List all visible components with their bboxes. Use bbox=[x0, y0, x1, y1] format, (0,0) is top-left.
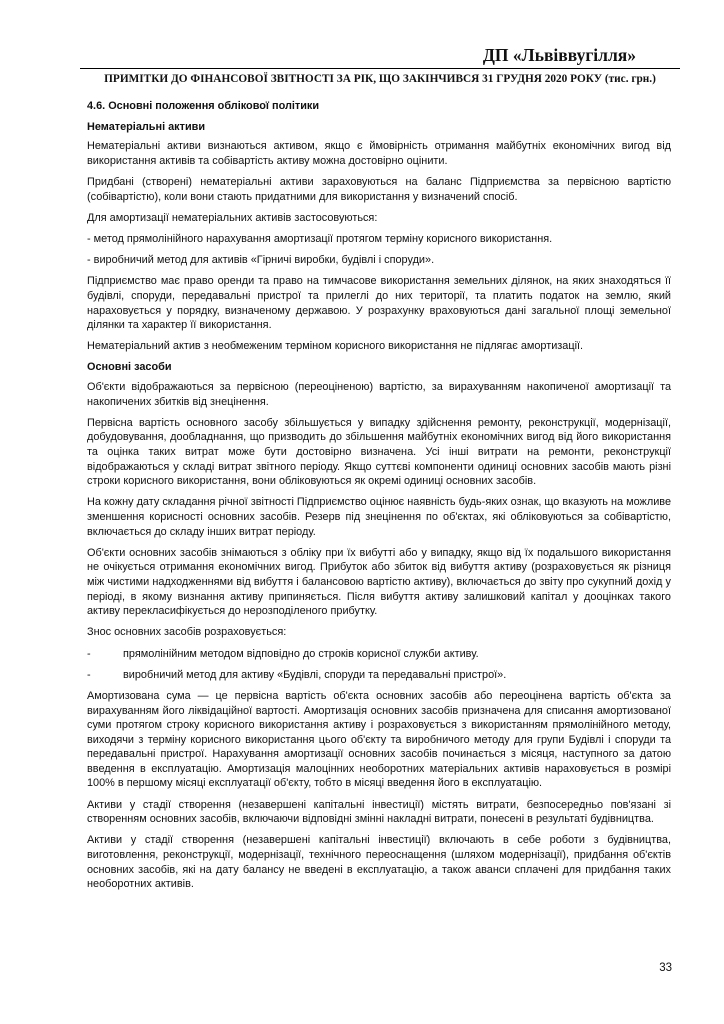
paragraph: На кожну дату складання річної звітності Підприємство оцінює наявність будь-яких ознак, що вказують на можливе зменшення корисності основних засобів. Резерв під знецінення по об'єктах, які обліковуються за собівартістю, включається до складу інших витрат періоду. bbox=[87, 496, 671, 538]
paragraph: Об'єкти основних засобів знімаються з обліку при їх вибутті або у випадку, якщо від їх подальшого використання не очікується отримання економічних вигод. Прибуток або збиток від вибуття активу (розраховується як різниця між чистими надходженнями від вибуття і балансовою вартістю активу), включається до звіту про сукупний дохід у періоді, в якому визнання активу припиняється. Після вибуття активу залишковий капітал у дооцінках такого активу перекласифікується до нерозподіленого прибутку. bbox=[87, 546, 671, 618]
paragraph: Об'єкти відображаються за первісною (переоціненою) вартістю, за вирахуванням накопиченої амортизації та накопичених збитків від знецінення. bbox=[87, 381, 671, 408]
company-name: ДП «Львіввугілля» bbox=[482, 45, 636, 65]
paragraph: Придбані (створені) нематеріальні активи зараховуються на баланс Підприємства за первісною вартістю (собівартістю), коли вони стають придатними для використання у визначений спосіб. bbox=[87, 175, 671, 203]
paragraph: Для амортизації нематеріальних активів застосовуються: bbox=[87, 211, 378, 224]
paragraph: Нематеріальні активи визнаються активом, якщо є ймовірність отримання майбутніх економічних вигод від використання активів та собівартість активу можна достовірно оцінити. bbox=[87, 140, 671, 167]
list-dash: - bbox=[87, 647, 91, 660]
paragraph: Підприємство має право оренди та право на тимчасове використання земельних ділянок, на яких знаходяться її будівлі, споруди, передавальні пристрої та прилеглі до них території, та платить податок на землю, який нараховується у порядку, визначеному державою. У розрахунку враховуються дані загальної площі земельної ділянки та характер її використання. bbox=[87, 275, 671, 332]
list-item bbox=[87, 647, 671, 662]
page-number: 33 bbox=[659, 962, 672, 974]
list-item bbox=[87, 668, 671, 683]
list-dash: - bbox=[87, 668, 91, 681]
paragraph: Амортизована сума — це первісна вартість об'єкта основних засобів або переоцінена вартість об'єкта за вирахуванням його ліквідаційної вартості. Амортизація основних засобів призначена для списання амортизованої суми протягом строку корисного використання активу і розраховується з використанням прямолінійного методу, виходячи з терміну корисного використання цього об'єкту та виробничого методу для групи Будівлі і споруди та передавальні пристрої. Нарахування амортизації основних засобів починається з місяця, наступного за датою введення в експлуатацію. Амортизація малоцінних необоротних матеріальних активів нараховується в розмірі 100% в першому місяці експлуатації об'єкту, тобто в місяці введення його в експлуатацію. bbox=[87, 689, 671, 790]
paragraph: - метод прямолінійного нарахування амортизації протягом терміну корисного використання. bbox=[87, 232, 553, 245]
paragraph: Активи у стадії створення (незавершені капітальні інвестиції) включають в себе роботи з будівництва, виготовлення, реконструкції, модернізації, технічного переоснащення (шляхом модернізації), придбання об'єктів основних засобів, які на дату балансу не введені в експлуатацію, а також аванси сплачені для придбання таких необоротних активів. bbox=[87, 834, 671, 891]
list-item-text: виробничий метод для активу «Будівлі, споруди та передавальні пристрої». bbox=[123, 668, 507, 681]
paragraph: Первісна вартість основного засобу збільшується у випадку здійснення ремонту, реконструкції, модернізації, добудовування, дообладнання, що призводить до збільшення майбутніх економічних вигод від його використання та оцінка таких витрат може бути достовірно визначена. Усі інші витрати на ремонти, реконструкції відображаються у складі витрат звітного періоду. Якщо суттєві компоненти одиниці основних засобів мають різні строки корисного використання, вони обліковуються як окремі одиниці основних засобів. bbox=[87, 416, 671, 488]
paragraph: Знос основних засобів розраховується: bbox=[87, 626, 287, 639]
document-body bbox=[87, 99, 671, 898]
paragraph: - виробничий метод для активів «Гірничі виробки, будівлі і споруди». bbox=[87, 254, 435, 267]
heading-fixed-assets: Основні засоби bbox=[87, 361, 172, 374]
heading-intangible-assets: Нематеріальні активи bbox=[87, 120, 206, 133]
paragraph: Нематеріальний актив з необмеженим терміном корисного використання не підлягає амортизації. bbox=[87, 340, 584, 353]
section-title: 4.6. Основні положення облікової політики bbox=[87, 100, 320, 112]
page-header bbox=[80, 44, 680, 87]
paragraph: Активи у стадії створення (незавершені капітальні інвестиції) містять витрати, безпосередньо пов'язані зі створенням основних засобів, включаючи відповідні змінні накладні витрати, понесені в результаті будівництва. bbox=[87, 798, 671, 826]
report-subtitle: ПРИМІТКИ ДО ФІНАНСОВОЇ ЗВІТНОСТІ ЗА РІК, ЩО ЗАКІНЧИВСЯ 31 ГРУДНЯ 2020 РОКУ (тис. грн.) bbox=[80, 68, 680, 87]
list-item-text: прямолінійним методом відповідно до строків корисної служби активу. bbox=[123, 647, 479, 660]
